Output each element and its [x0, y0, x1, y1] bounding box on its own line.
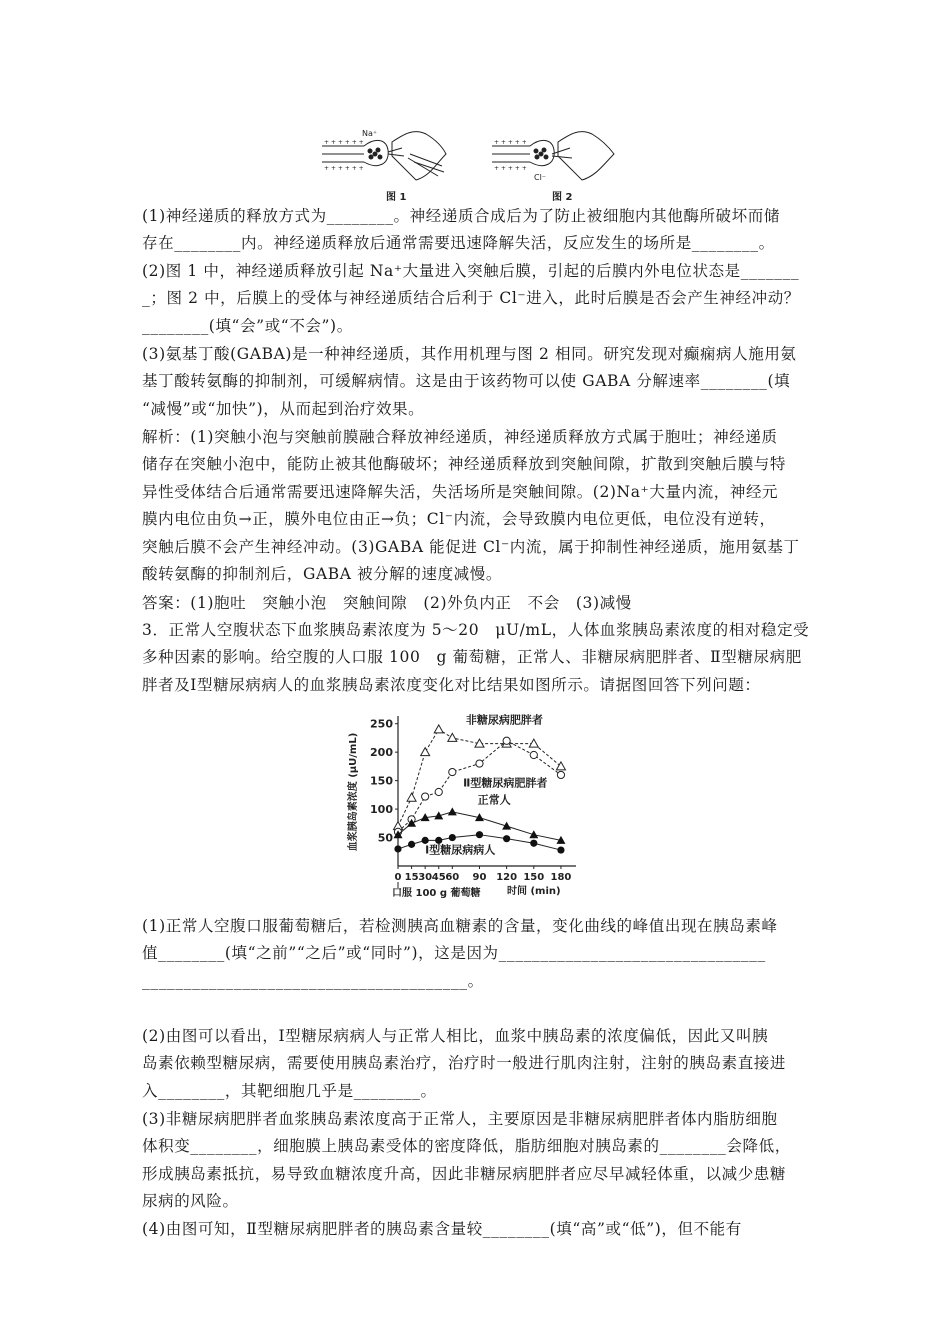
text-line: 体积变________，细胞膜上胰岛素受体的密度降低，脂肪细胞对胰岛素的________会降低，: [142, 1137, 791, 1156]
x-tick-label: 60: [445, 872, 460, 883]
insulin-chart: [338, 708, 608, 908]
data-point: [557, 771, 564, 778]
text-line: 酸转氨酶的抑制剂后，GABA 被分解的速度减慢。: [142, 564, 502, 583]
question-3-part-2: [142, 1023, 814, 1105]
x-tick-label: 30: [418, 872, 433, 883]
text-line: 多种因素的影响。给空腹的人口服 100 g 葡萄糖，正常人、非糖尿病肥胖者、Ⅱ型糖尿病肥: [142, 648, 802, 667]
series-label: Ⅱ型糖尿病肥胖者: [463, 776, 548, 790]
data-point: [476, 831, 483, 838]
x-tick-label: 0: [394, 872, 402, 883]
text-line: _；图 2 中，后膜上的受体与神经递质结合后利于 Cl⁻进入，此时后膜是否会产生神经冲动？: [142, 289, 800, 308]
question-3-part-3: [142, 1106, 814, 1216]
text-line: 入________，其靶细胞几乎是________。: [142, 1081, 437, 1100]
data-point: [556, 762, 565, 770]
svg-text:+ + + + + +: + + + + + +: [324, 139, 364, 146]
question-2-part-1: [142, 203, 814, 258]
text-line: (2)由图可以看出，Ⅰ型糖尿病病人与正常人相比，血浆中胰岛素的浓度偏低，因此又叫胰: [142, 1027, 769, 1045]
svg-text:+ + + + + +: + + + + + +: [324, 165, 364, 172]
text-line: (3)氨基丁酸(GABA)是一种神经递质，其作用机理与图 2 相同。研究发现对癫痫病人施用氨: [142, 345, 797, 363]
y-tick-label: 50: [377, 831, 393, 845]
text-line: 尿病的风险。: [142, 1192, 239, 1211]
text-line: 岛素依赖型糖尿病，需要使用胰岛素治疗，治疗时一般进行肌肉注射，注射的胰岛素直接进: [142, 1054, 787, 1073]
text-line: (1)神经递质的释放方式为________。神经递质合成后为了防止被细胞内其他酶所破坏而储: [142, 207, 780, 225]
data-point: [530, 751, 537, 758]
x-tick-label: 45: [431, 872, 446, 883]
data-point: [421, 748, 430, 756]
question-2-part-3: [142, 341, 814, 423]
data-point: [530, 840, 537, 847]
text-line: (4)由图可知，Ⅱ型糖尿病肥胖者的胰岛素含量较________(填“高”或“低”)，但不能有: [142, 1220, 742, 1238]
data-point: [529, 739, 538, 747]
y-tick-label: 100: [370, 803, 393, 817]
text-line: 基丁酸转氨酶的抑制剂，可缓解病情。这是由于该药物可以使 GABA 分解速率________(填: [142, 372, 791, 391]
x-tick-label: 150: [523, 872, 545, 883]
na-label: Na⁺: [362, 129, 378, 138]
data-point: [476, 760, 483, 767]
data-point: [503, 835, 510, 842]
question-2-part-2: [142, 258, 814, 340]
x-annotation: 口服 100 g 葡萄糖: [392, 888, 481, 899]
text-line: 3．正常人空腹状态下血浆胰岛素浓度为 5～20 μU/mL，人体血浆胰岛素浓度的相对稳定受: [142, 621, 810, 639]
text-line: (3)非糖尿病肥胖者血浆胰岛素浓度高于正常人，主要原因是非糖尿病肥胖者体内脂肪细胞: [142, 1110, 778, 1128]
series-label: Ⅰ型糖尿病病人: [425, 843, 496, 857]
x-tick-label: 15: [404, 872, 419, 883]
data-point: [394, 845, 401, 852]
synapse-figure: [318, 124, 618, 206]
y-tick-label: 200: [370, 746, 393, 760]
text-line: 值________(填“之前”“之后”或“同时”)，这是因为________________________________: [142, 944, 766, 963]
text-line: 存在________内。神经递质释放后通常需要迅速降解失活，反应发生的场所是________。: [142, 234, 775, 253]
data-point: [448, 807, 457, 815]
text-line: “减慢”或“加快”)，从而起到治疗效果。: [142, 399, 425, 418]
text-line: 异性受体结合后通常需要迅速降解失活，失活场所是突触间隙。(2)Na⁺大量内流，神经元: [142, 482, 779, 501]
svg-text:+ + + + +: + + + + +: [494, 165, 527, 172]
question-3-intro: [142, 617, 814, 699]
data-point: [435, 788, 442, 795]
text-line: 答案：(1)胞吐 突触小泡 突触间隙 (2)外负内正 不会 (3)减慢: [142, 594, 632, 612]
data-point: [408, 841, 415, 848]
text-line: 形成胰岛素抵抗，易导致血糖浓度升高，因此非糖尿病肥胖者应尽早减轻体重，以减少患糖: [142, 1164, 787, 1183]
figure-1: [322, 132, 446, 180]
text-line: (2)图 1 中，神经递质释放引起 Na⁺大量进入突触后膜，引起的后膜内外电位状态是_______: [142, 262, 800, 280]
x-tick-label: 180: [550, 872, 572, 883]
text-line: 储存在突触小泡中，能防止被其他酶破坏；神经递质释放到突触间隙，扩散到突触后膜与特: [142, 455, 787, 474]
x-tick-label: 120: [496, 872, 518, 883]
text-line: 膜内电位由负→正，膜外电位由正→负；Cl⁻内流，会导致膜内电位更低，电位没有逆转，: [142, 510, 776, 529]
y-tick-label: 150: [370, 774, 393, 788]
text-line: (1)正常人空腹口服葡萄糖后，若检测胰高血糖素的含量，变化曲线的峰值出现在胰岛素峰: [142, 917, 778, 935]
data-point: [434, 725, 443, 733]
data-point: [449, 768, 456, 775]
svg-text:+ + + + +: + + + + +: [494, 139, 527, 146]
text-line: 解析：(1)突触小泡与突触前膜融合释放神经递质，神经递质释放方式属于胞吐；神经递质: [142, 428, 778, 446]
x-tick-label: 90: [472, 872, 487, 883]
text-line: _______________________________________。: [142, 971, 484, 990]
answer-line: [142, 590, 814, 617]
data-point: [503, 737, 510, 744]
text-line: ________(填“会”或“不会”)。: [142, 316, 353, 335]
figure-2: [492, 132, 614, 180]
data-point: [407, 793, 416, 801]
data-point: [557, 846, 564, 853]
data-point: [422, 793, 429, 800]
figure-1-label: 图 1: [386, 192, 407, 203]
x-axis-label: 时间 (min): [506, 886, 561, 897]
figure-2-label: 图 2: [552, 192, 573, 203]
chart-marks: [394, 713, 566, 857]
y-tick-label: 250: [370, 717, 393, 731]
series-label: 非糖尿病肥胖者: [465, 713, 543, 727]
text-line: 突触后膜不会产生神经冲动。(3)GABA 能促进 Cl⁻内流，属于抑制性神经递质，施用氨基丁: [142, 537, 800, 556]
data-point: [449, 834, 456, 841]
question-3-part-1: [142, 913, 814, 995]
data-point: [448, 733, 457, 741]
text-line: 胖者及Ⅰ型糖尿病病人的血浆胰岛素浓度变化对比结果如图所示。请据图回答下列问题：: [142, 675, 761, 694]
analysis-block: [142, 424, 814, 588]
cl-label: Cl⁻: [534, 173, 547, 182]
y-axis-label: 血浆胰岛素浓度 (μU/mL): [348, 732, 359, 852]
chart-axes: [346, 716, 576, 899]
series-label: 正常人: [477, 793, 511, 807]
question-3-part-4: [142, 1216, 814, 1243]
